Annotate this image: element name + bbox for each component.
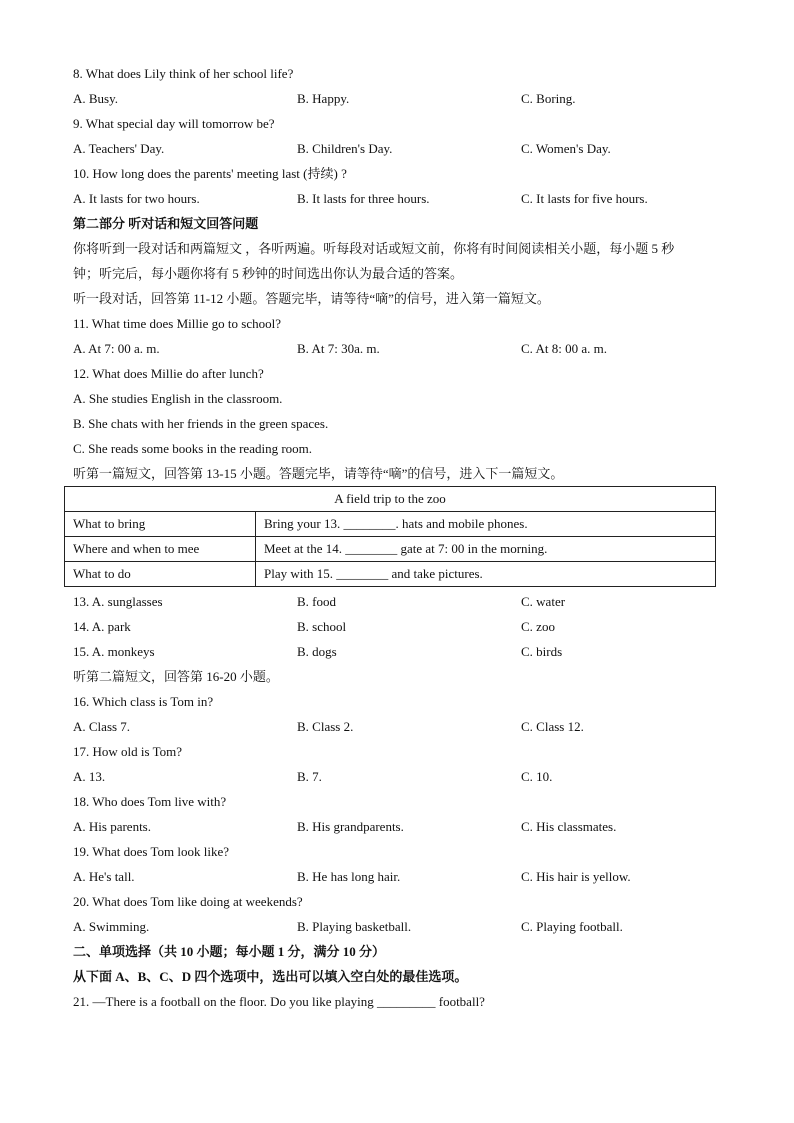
q14-option-a: 14. A. park — [73, 619, 131, 634]
question-8: 8. What does Lily think of her school life? — [73, 66, 294, 81]
q9-option-c: C. Women's Day. — [521, 141, 611, 156]
question-9: 9. What special day will tomorrow be? — [73, 116, 275, 131]
q18-option-c: C. His classmates. — [521, 819, 617, 834]
q15-option-b: B. dogs — [297, 644, 337, 659]
q12-option-b: B. She chats with her friends in the green spaces. — [73, 416, 329, 431]
q13-option-a: 13. A. sunglasses — [73, 594, 163, 609]
section2-heading: 二、单项选择（共 10 小题；每小题 1 分，满分 10 分） — [73, 944, 386, 959]
q10-option-a: A. It lasts for two hours. — [73, 191, 200, 206]
q16-option-b: B. Class 2. — [297, 719, 354, 734]
q17-option-b: B. 7. — [297, 769, 322, 784]
section2-instruction: 从下面 A、B、C、D 四个选项中，选出可以填入空白处的最佳选项。 — [73, 969, 468, 984]
dialog-instruction: 听一段对话，回答第 11-12 小题。答题完毕，请等待“嘀”的信号，进入第一篇短文。 — [73, 291, 550, 306]
q9-option-a: A. Teachers' Day. — [73, 141, 165, 156]
table-row — [65, 512, 716, 537]
q20-option-c: C. Playing football. — [521, 919, 623, 934]
part2-heading: 第二部分 听对话和短文回答问题 — [73, 216, 259, 231]
table-row-key: Where and when to mee — [65, 537, 256, 562]
q12-option-a: A. She studies English in the classroom. — [73, 391, 283, 406]
part2-intro-line1: 你将听到一段对话和两篇短文 ，各听两遍。听每段对话或短文前，你将有时间阅读相关小题，每小题 5 秒 — [73, 241, 675, 256]
q19-option-b: B. He has long hair. — [297, 869, 401, 884]
passage1-instruction: 听第一篇短文，回答第 13-15 小题。答题完毕，请等待“嘀”的信号，进入下一篇短文。 — [73, 466, 564, 481]
q20-option-a: A. Swimming. — [73, 919, 150, 934]
field-trip-table — [64, 486, 716, 587]
question-10: 10. How long does the parents' meeting last (持续) ? — [73, 166, 347, 181]
table-row-value: Play with 15. ________ and take pictures. — [256, 562, 716, 587]
question-21: 21. —There is a football on the floor. Do you like playing _________ football? — [73, 994, 485, 1009]
q9-option-b: B. Children's Day. — [297, 141, 393, 156]
table-title: A field trip to the zoo — [65, 487, 716, 512]
q11-option-c: C. At 8: 00 a. m. — [521, 341, 607, 356]
table-row — [65, 537, 716, 562]
table-row-value: Meet at the 14. ________ gate at 7: 00 in the morning. — [256, 537, 716, 562]
q14-option-c: C. zoo — [521, 619, 555, 634]
q19-option-c: C. His hair is yellow. — [521, 869, 631, 884]
q8-option-b: B. Happy. — [297, 91, 350, 106]
question-11: 11. What time does Millie go to school? — [73, 316, 281, 331]
question-12: 12. What does Millie do after lunch? — [73, 366, 264, 381]
q15-option-a: 15. A. monkeys — [73, 644, 155, 659]
q10-option-b: B. It lasts for three hours. — [297, 191, 430, 206]
q8-option-c: C. Boring. — [521, 91, 576, 106]
question-19: 19. What does Tom look like? — [73, 844, 230, 859]
q18-option-a: A. His parents. — [73, 819, 151, 834]
question-20: 20. What does Tom like doing at weekends? — [73, 894, 303, 909]
q16-option-a: A. Class 7. — [73, 719, 131, 734]
passage2-instruction: 听第二篇短文，回答第 16-20 小题。 — [73, 669, 279, 684]
table-row — [65, 562, 716, 587]
q15-option-c: C. birds — [521, 644, 563, 659]
part2-intro-line2: 钟；听完后，每小题你将有 5 秒钟的时间选出你认为最合适的答案。 — [73, 266, 464, 281]
q17-option-c: C. 10. — [521, 769, 553, 784]
q18-option-b: B. His grandparents. — [297, 819, 404, 834]
question-16: 16. Which class is Tom in? — [73, 694, 214, 709]
q14-option-b: B. school — [297, 619, 347, 634]
q11-option-b: B. At 7: 30a. m. — [297, 341, 380, 356]
q13-option-c: C. water — [521, 594, 566, 609]
table-row-key: What to bring — [65, 512, 256, 537]
q10-option-c: C. It lasts for five hours. — [521, 191, 648, 206]
q12-option-c: C. She reads some books in the reading room. — [73, 441, 313, 456]
q19-option-a: A. He's tall. — [73, 869, 135, 884]
q20-option-b: B. Playing basketball. — [297, 919, 412, 934]
q17-option-a: A. 13. — [73, 769, 106, 784]
table-row-value: Bring your 13. ________. hats and mobile phones. — [256, 512, 716, 537]
table-title-row — [65, 487, 716, 512]
q11-option-a: A. At 7: 00 a. m. — [73, 341, 160, 356]
table-row-key: What to do — [65, 562, 256, 587]
question-17: 17. How old is Tom? — [73, 744, 182, 759]
question-18: 18. Who does Tom live with? — [73, 794, 227, 809]
q8-option-a: A. Busy. — [73, 91, 119, 106]
q16-option-c: C. Class 12. — [521, 719, 584, 734]
q13-option-b: B. food — [297, 594, 336, 609]
